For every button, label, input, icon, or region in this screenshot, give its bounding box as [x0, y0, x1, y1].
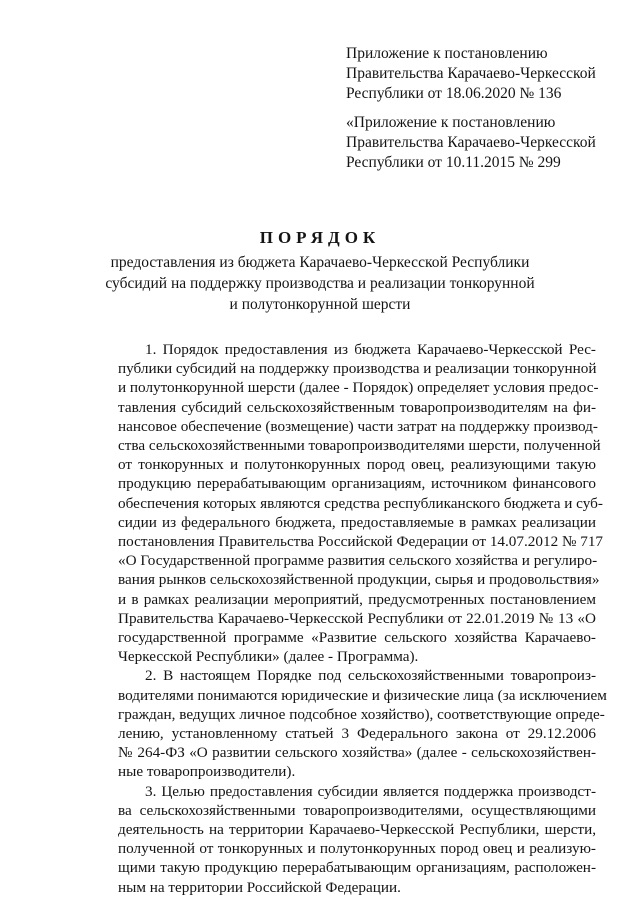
appendix-line: Республики от 10.11.2015 № 299 — [346, 154, 561, 171]
paragraph-line: нансовое обеспечение (возмещение) части затрат на поддержку производ- — [118, 417, 598, 435]
paragraph-line: Черкесской Республики» (далее - Программа). — [118, 648, 419, 666]
paragraph-line: продукцию перерабатывающим организациям, источником финансового — [118, 475, 596, 493]
paragraph-line: деятельность на территории Карачаево-Черкесской Республики, шерсти, — [118, 821, 596, 839]
paragraph-line: 2. В настоящем Порядке под сельскохозяйственными товаропроиз- — [145, 667, 596, 685]
paragraph-1 — [118, 340, 604, 666]
appendix-line: Правительства Карачаево-Черкесской — [346, 65, 596, 82]
appendix-line: «Приложение к постановлению — [346, 114, 556, 131]
paragraph-line: № 264-ФЗ «О развитии сельского хозяйства» (далее - сельскохозяйствен- — [118, 744, 596, 762]
paragraph-line: и в рамках реализации мероприятий, предусмотренных постановлением — [118, 590, 596, 608]
paragraph-line: государственной программе «Развитие сельского хозяйства Карачаево- — [118, 629, 596, 647]
paragraph-3 — [118, 782, 596, 897]
appendix-block-current — [346, 44, 636, 104]
appendix-line: Республики от 18.06.2020 № 136 — [346, 85, 562, 102]
appendix-line: Правительства Карачаево-Черкесской — [346, 134, 596, 151]
subtitle-line: и полутонкорунной шерсти — [229, 296, 411, 313]
paragraph-line: тавления субсидий сельскохозяйственным товаропроизводителям на фи- — [118, 398, 596, 416]
paragraph-line: граждан, ведущих личное подсобное хозяйство), соответствующие опреде- — [118, 705, 605, 723]
paragraph-line: ства сельскохозяйственными товаропроизводителями шерсти, полученной — [118, 437, 601, 455]
paragraph-line: постановления Правительства Российской Федерации от 14.07.2012 № 717 — [118, 533, 604, 551]
paragraph-line: 1. Порядок предоставления из бюджета Карачаево-Черкесской Рес- — [145, 341, 596, 358]
document-body — [118, 340, 607, 897]
paragraph-line: водителями понимаются юридические и физические лица (за исключением — [118, 686, 607, 704]
paragraph-line: публики субсидий на поддержку производства и реализации тонкорунной — [118, 360, 597, 378]
subtitle-line: предоставления из бюджета Карачаево-Черкесской Республики — [110, 254, 530, 271]
paragraph-line: 3. Целью предоставления субсидии является поддержка производст- — [145, 782, 596, 800]
paragraph-line: обеспечения которых являются средства республиканского бюджета и суб- — [118, 494, 603, 512]
paragraph-line: лению, установленному статьей 3 Федерального закона от 29.12.2006 — [118, 725, 596, 743]
subtitle-line: субсидий на поддержку производства и реализации тонкорунной — [105, 275, 535, 292]
paragraph-line: и полутонкорунной шерсти (далее - Порядок) определяет условия предос- — [118, 379, 599, 397]
document-title: ПОРЯДОК — [259, 228, 381, 247]
paragraph-line: ва сельскохозяйственными товаропроизводителями, осуществляющими — [118, 801, 596, 819]
appendix-block-original — [346, 113, 636, 173]
paragraph-line: от тонкорунных и полутонкорунных пород овец, реализующими такую — [118, 456, 596, 474]
paragraph-line: Правительства Карачаево-Черкесской Республики от 22.01.2019 № 13 «О — [118, 609, 596, 627]
paragraph-line: полученной от тонкорунных и полутонкорунных пород овец и реализую- — [118, 840, 596, 858]
appendix-reference — [346, 44, 636, 173]
paragraph-line: щими такую продукцию перерабатывающим организациям, расположен- — [118, 859, 596, 877]
paragraph-line: вания рынков сельскохозяйственной продукции, сырья и продовольствия» — [118, 571, 600, 589]
document-subtitle — [0, 252, 640, 315]
paragraph-line: «О Государственной программе развития сельского хозяйства и регулиро- — [118, 552, 598, 570]
paragraph-line: сидии из федерального бюджета, предоставляемые в рамках реализации — [118, 513, 596, 531]
appendix-line: Приложение к постановлению — [346, 45, 548, 62]
paragraph-2 — [118, 666, 607, 781]
paragraph-line: ные товаропроизводители). — [118, 763, 296, 781]
paragraph-line: ным на территории Российской Федерации. — [118, 878, 401, 896]
